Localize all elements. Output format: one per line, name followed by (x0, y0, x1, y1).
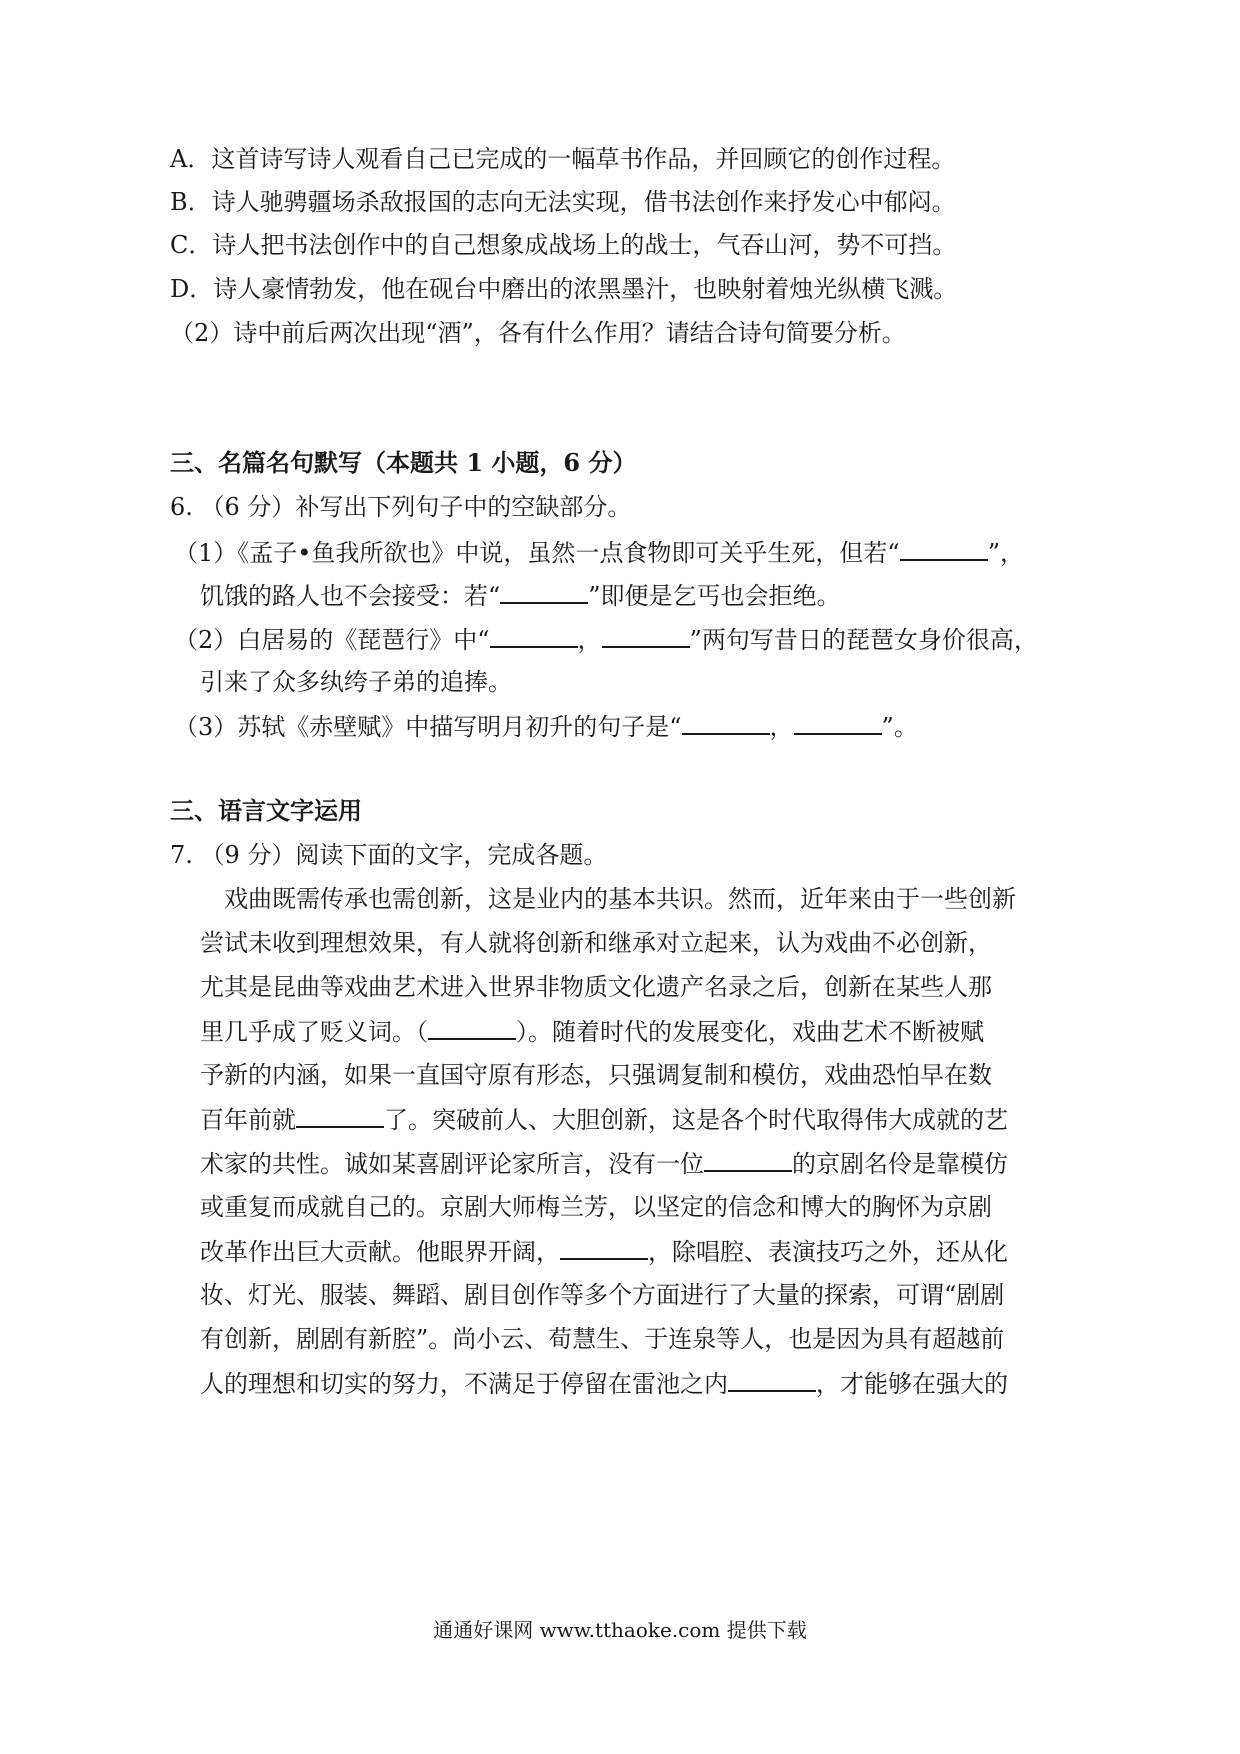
passage-line-11: 有创新，剧剧有新腔”。尚小云、荀慧生、于连泉等人，也是因为具有超越前 (200, 1325, 1005, 1353)
answer-blank[interactable] (900, 537, 988, 561)
passage-line-1: 戏曲既需传承也需创新，这是业内的基本共识。然而，近年来由于一些创新 (224, 885, 1016, 913)
passage-line-7-text-b: 的京剧名伶是靠模仿 (792, 1150, 1008, 1178)
answer-blank[interactable] (602, 624, 690, 648)
answer-blank[interactable] (500, 580, 588, 604)
passage-line-9-text-b: ，除唱腔、表演技巧之外，还从化 (648, 1238, 1008, 1266)
option-d: D．诗人豪情勃发，他在砚台中磨出的浓黑墨汁，也映射着烛光纵横飞溅。 (170, 275, 958, 303)
question-6-stem: 6. （6 分）补写出下列句子中的空缺部分。 (170, 493, 632, 521)
option-c: C．诗人把书法创作中的自己想象成战场上的战士，气吞山河，势不可挡。 (170, 231, 957, 259)
q6-item-1-line-1 (174, 537, 1024, 568)
q6-item-2-text-a: （2）白居易的《琵琶行》中“ (174, 626, 490, 654)
answer-blank[interactable] (428, 1016, 516, 1040)
q6-item-3-text-a: （3）苏轼《赤壁赋》中描写明月初升的句子是“ (174, 713, 682, 741)
q6-item-3-text-b: ”。 (881, 713, 918, 741)
passage-line-12-text-b: ，才能够在强大的 (816, 1370, 1008, 1398)
passage-line-3: 尤其是昆曲等戏曲艺术进入世界非物质文化遗产名录之后，创新在某些人那 (200, 973, 992, 1001)
page-footer: 通通好课网 www.tthaoke.com 提供下载 (433, 1618, 807, 1642)
q6-item-2-separator: ， (577, 626, 602, 654)
passage-line-8: 或重复而成就自己的。京剧大师梅兰芳，以坚定的信念和博大的胸怀为京剧 (200, 1193, 992, 1221)
q6-item-1-text-c: 饥饿的路人也不会接受：若“ (200, 582, 501, 610)
passage-line-4-text-b: ）。随着时代的发展变化，戏曲艺术不断被赋 (516, 1018, 984, 1046)
answer-blank[interactable] (728, 1368, 816, 1392)
q6-item-1-text-d: ”即便是乞丐也会拒绝。 (588, 582, 841, 610)
passage-line-4 (200, 1016, 984, 1047)
answer-blank[interactable] (490, 624, 578, 648)
answer-blank[interactable] (704, 1148, 792, 1172)
q6-item-3 (174, 711, 918, 742)
section-heading-language: 三、语言文字运用 (170, 796, 362, 825)
passage-line-6-text-a: 百年前就 (200, 1106, 296, 1134)
section-heading-recitation: 三、名篇名句默写（本题共 1 小题，6 分） (170, 448, 637, 477)
option-a: A．这首诗写诗人观看自己已完成的一幅草书作品，并回顾它的创作过程。 (170, 145, 956, 173)
passage-line-2: 尝试未收到理想效果，有人就将创新和继承对立起来，认为戏曲不必创新， (200, 929, 992, 957)
answer-blank[interactable] (560, 1236, 648, 1260)
passage-line-10: 妆、灯光、服装、舞蹈、剧目创作等多个方面进行了大量的探索，可谓“剧剧 (200, 1281, 1005, 1309)
option-b: B．诗人驰骋疆场杀敌报国的志向无法实现，借书法创作来抒发心中郁闷。 (170, 188, 956, 216)
q6-item-1-text-b: ”， (987, 539, 1024, 567)
passage-line-4-text-a: 里几乎成了贬义词。（ (200, 1018, 428, 1046)
passage-line-9 (200, 1236, 1008, 1267)
q6-item-2-line-1 (174, 624, 1038, 655)
passage-line-9-text-a: 改革作出巨大贡献。他眼界开阔， (200, 1238, 560, 1266)
q6-item-1-line-2 (200, 580, 841, 611)
answer-blank[interactable] (794, 711, 882, 735)
answer-blank[interactable] (682, 711, 770, 735)
passage-line-12 (200, 1368, 1008, 1399)
q6-item-3-separator: ， (769, 713, 794, 741)
q6-item-2-text-b: ”两句写昔日的琵琶女身价很高， (689, 626, 1038, 654)
question-5-part-2: （2）诗中前后两次出现“酒”，各有什么作用？请结合诗句简要分析。 (170, 319, 906, 347)
question-7-stem: 7. （9 分）阅读下面的文字，完成各题。 (170, 841, 608, 869)
q6-item-2-line-2: 引来了众多纨绔子弟的追捧。 (200, 668, 512, 696)
passage-line-6-text-b: 了。突破前人、大胆创新，这是各个时代取得伟大成就的艺 (384, 1106, 1008, 1134)
passage-line-6 (200, 1104, 1008, 1135)
q6-item-1-text-a: （1）《孟子•鱼我所欲也》中说，虽然一点食物即可关乎生死，但若“ (174, 539, 900, 567)
passage-line-7 (200, 1148, 1008, 1179)
passage-line-5: 予新的内涵，如果一直国守原有形态，只强调复制和模仿，戏曲恐怕早在数 (200, 1061, 992, 1089)
passage-line-12-text-a: 人的理想和切实的努力，不满足于停留在雷池之内 (200, 1370, 728, 1398)
answer-blank[interactable] (296, 1104, 384, 1128)
passage-line-7-text-a: 术家的共性。诚如某喜剧评论家所言，没有一位 (200, 1150, 704, 1178)
